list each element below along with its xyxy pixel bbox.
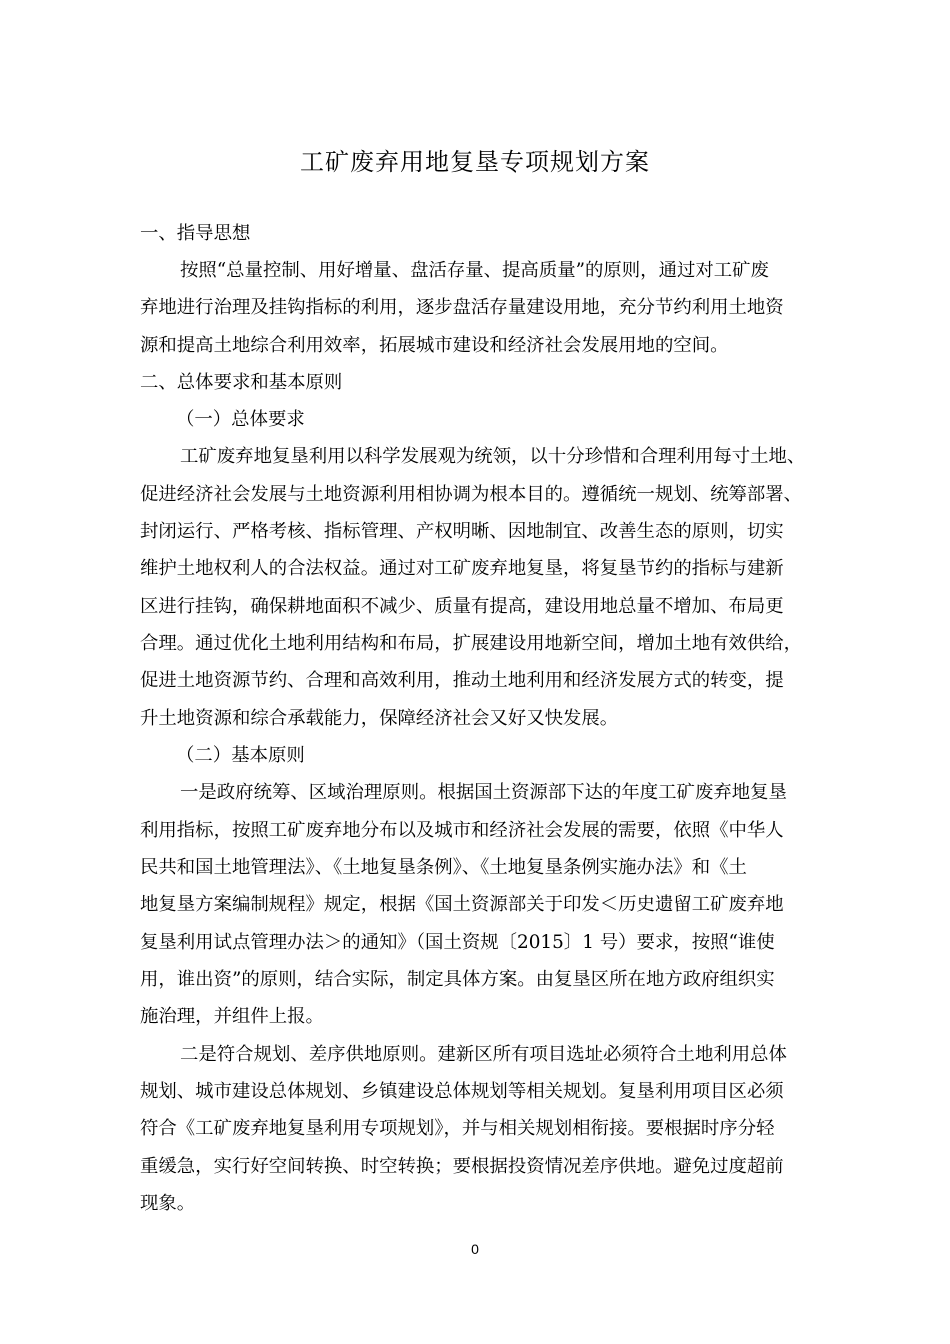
paragraph-line: 地复垦方案编制规程》规定，根据《国土资源部关于印发＜历史遗留工矿废弃地 — [140, 894, 784, 915]
paragraph-line: 二是符合规划、差序供地原则。建新区所有项目选址必须符合土地利用总体 — [180, 1044, 787, 1065]
paragraph-line: 利用指标，按照工矿废弃地分布以及城市和经济社会发展的需要，依照《中华人 — [140, 820, 784, 841]
paragraph-line: 符合《工矿废弃地复垦利用专项规划》，并与相关规划相衔接。要根据时序分轻 — [140, 1118, 775, 1139]
paragraph-line: 规划、城市建设总体规划、乡镇建设总体规划等相关规划。复垦利用项目区必须 — [140, 1081, 784, 1102]
paragraph-line: 促进土地资源节约、合理和高效利用，推动土地利用和经济发展方式的转变，提 — [140, 670, 784, 691]
paragraph-line: 按照“总量控制、用好增量、盘活存量、提高质量”的原则，通过对工矿废 — [180, 260, 769, 281]
paragraph-line: 维护土地权利人的合法权益。通过对工矿废弃地复垦，将复垦节约的指标与建新 — [140, 558, 784, 579]
paragraph-line: 施治理，并组件上报。 — [140, 1006, 324, 1027]
paragraph-line: 复垦利用试点管理办法＞的通知》（国土资规〔2015〕1 号）要求，按照“谁使 — [140, 932, 775, 953]
paragraph-line: 工矿废弃地复垦利用以科学发展观为统领，以十分珍惜和合理利用每寸土地、 — [180, 446, 806, 467]
subsection-heading-overall-requirements: （一）总体要求 — [176, 409, 305, 430]
paragraph-line: 合理。通过优化土地利用结构和布局，扩展建设用地新空间，增加土地有效供给， — [140, 633, 803, 654]
section-heading-requirements-principles: 二、总体要求和基本原则 — [140, 372, 343, 393]
paragraph-line: 区进行挂钩，确保耕地面积不减少、质量有提高，建设用地总量不增加、布局更 — [140, 596, 784, 617]
paragraph-line: 用，谁出资”的原则，结合实际，制定具体方案。由复垦区所在地方政府组织实 — [140, 969, 775, 990]
page-number: 0 — [471, 1241, 479, 1257]
paragraph-line: 民共和国土地管理法》、《土地复垦条例》、《土地复垦条例实施办法》和《土 — [140, 857, 747, 878]
paragraph-line: 现象。 — [140, 1193, 196, 1214]
paragraph-line: 一是政府统筹、区域治理原则。根据国土资源部下达的年度工矿废弃地复垦 — [180, 782, 787, 803]
paragraph-line: 源和提高土地综合利用效率，拓展城市建设和经济社会发展用地的空间。 — [140, 335, 729, 356]
document-title: 工矿废弃用地复垦专项规划方案 — [300, 148, 650, 176]
paragraph-line: 促进经济社会发展与土地资源利用相协调为根本目的。遵循统一规划、统筹部署、 — [140, 484, 803, 505]
paragraph-line: 弃地进行治理及挂钩指标的利用，逐步盘活存量建设用地，充分节约利用土地资 — [140, 297, 784, 318]
paragraph-line: 封闭运行、严格考核、指标管理、产权明晰、因地制宜、改善生态的原则，切实 — [140, 521, 784, 542]
paragraph-line: 升土地资源和综合承载能力，保障经济社会又好又快发展。 — [140, 708, 619, 729]
subsection-heading-basic-principles: （二）基本原则 — [176, 745, 305, 766]
paragraph-line: 重缓急，实行好空间转换、时空转换；要根据投资情况差序供地。避免过度超前 — [140, 1156, 784, 1177]
section-heading-guiding-ideology: 一、指导思想 — [140, 223, 251, 244]
